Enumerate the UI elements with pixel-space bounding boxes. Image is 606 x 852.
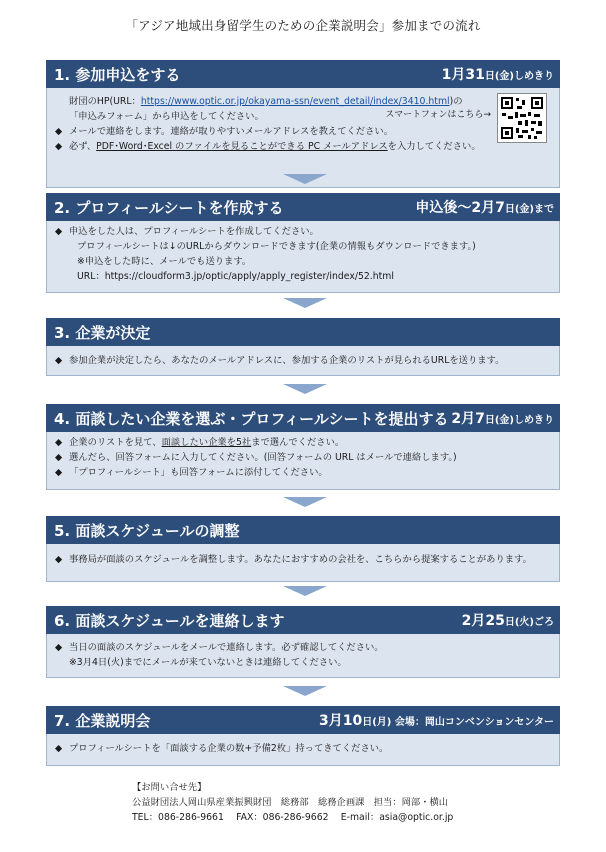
step-2 xyxy=(46,193,560,293)
step-1-line-3: ◆ メールで連絡をします。連絡が取りやすいメールアドレスを教えてください。 xyxy=(55,126,393,137)
step-7-body xyxy=(46,734,560,766)
document-title: 「アジア地域出身留学生のための企業説明会」参加までの流れ xyxy=(125,18,481,33)
step-6-title: 6. 面談スケジュールを連絡します xyxy=(54,611,285,630)
step-1-header xyxy=(46,60,560,88)
step-4-line-1: ◆ 企業のリストを見て、面談したい企業を5社まで選んでください。 xyxy=(55,437,345,448)
step-2-line-4: URL：https://cloudform3.jp/optic/apply/apply_register/index/52.html xyxy=(77,271,394,282)
bullet-icon: ◆ xyxy=(55,437,63,448)
flow-arrow-icon xyxy=(283,586,327,596)
step-7-title: 7. 企業説明会 xyxy=(54,711,151,730)
step-4-line-2: ◆ 選んだら、回答フォームに入力してください。(回答フォームの URL はメールで連絡します。) xyxy=(55,452,457,463)
step-6-body xyxy=(46,634,560,678)
step-2-body xyxy=(46,221,560,293)
step-6 xyxy=(46,606,560,678)
step-1-body xyxy=(46,88,560,188)
step-6-header xyxy=(46,606,560,634)
step-5-body xyxy=(46,544,560,582)
flow-arrow-icon xyxy=(283,384,327,394)
bullet-icon: ◆ xyxy=(55,355,63,366)
bullet-icon: ◆ xyxy=(55,743,63,754)
step-7-date-venue: 3月10 日(月) 会場：岡山コンベンションセンター xyxy=(318,713,554,729)
contact-tel-fax-email: TEL：086-286-9661 FAX：086-286-9662 E-mail：asia@optic.or.jp xyxy=(132,812,454,823)
bullet-icon: ◆ xyxy=(55,467,63,478)
step-1 xyxy=(46,60,560,188)
step-7 xyxy=(46,706,560,766)
step-2-deadline: 申込後～2月7 日(金)まで xyxy=(415,200,554,216)
bullet-icon: ◆ xyxy=(55,554,63,565)
step-1-line-2: 「申込みフォーム」から申込をしてください。 xyxy=(69,111,264,122)
step-2-header xyxy=(46,193,560,221)
flow-arrow-icon xyxy=(283,174,327,184)
step-6-line-2: ※3月4日(火)までにメールが来ていないときは連絡してください。 xyxy=(69,657,347,668)
step-7-line-1: ◆ プロフィールシートを「面談する企業の数+予備2枚」持ってきてください。 xyxy=(55,743,389,754)
bullet-icon: ◆ xyxy=(55,642,63,653)
bullet-icon: ◆ xyxy=(55,226,63,237)
step-1-line-4: ◆ 必ず、PDF･Word･Excel のファイルを見ることができる PC メールアドレスを入力してください。 xyxy=(55,141,481,152)
step-1-deadline: 1月31 日(金)しめきり xyxy=(441,67,554,83)
step-5-header xyxy=(46,516,560,544)
step-4-body xyxy=(46,432,560,490)
step-5 xyxy=(46,516,560,582)
step-7-header xyxy=(46,706,560,734)
step-4-title: 4. 面談したい企業を選ぶ・プロフィールシートを提出する xyxy=(54,409,449,428)
flow-arrow-icon xyxy=(283,686,327,696)
event-url-link[interactable]: https://www.optic.or.jp/okayama-ssn/event_detail/index/3410.html xyxy=(140,96,450,107)
contact-heading: 【お問い合せ先】 xyxy=(132,782,207,793)
contact-org: 公益財団法人岡山県産業振興財団 総務部 総務企画課 担当：岡部・横山 xyxy=(132,797,449,808)
bullet-icon: ◆ xyxy=(55,141,63,152)
qr-label: スマートフォンはこちら→ xyxy=(385,110,491,120)
bullet-icon: ◆ xyxy=(55,126,63,137)
step-3 xyxy=(46,318,560,376)
step-4 xyxy=(46,404,560,490)
bullet-icon: ◆ xyxy=(55,452,63,463)
step-2-line-3: ※申込をした時に、メールでも送ります。 xyxy=(77,256,252,267)
step-4-header xyxy=(46,404,560,432)
step-3-title: 3. 企業が決定 xyxy=(54,323,151,342)
step-2-line-1: ◆ 申込をした人は、プロフィールシートを作成してください。 xyxy=(55,226,319,237)
step-1-line-1: 財団のHP(URL：https://www.optic.or.jp/okayama-ssn/event_detail/index/3410.html)の xyxy=(69,96,463,107)
contact-info xyxy=(132,780,453,825)
step-5-line-1: ◆ 事務局が面談のスケジュールを調整します。あなたにおすすめの会社を、こちらから提案することがあります。 xyxy=(55,554,532,565)
step-6-deadline: 2月25 日(火)ごろ xyxy=(461,613,554,629)
qr-code-icon[interactable] xyxy=(497,93,547,143)
step-2-line-2: プロフィールシートは↓のURLからダウンロードできます(企業の情報もダウンロードできます。) xyxy=(77,241,476,252)
step-3-line-1: ◆ 参加企業が決定したら、あなたのメールアドレスに、参加する企業のリストが見られるURLを送ります。 xyxy=(55,355,505,366)
flow-arrow-icon xyxy=(283,298,327,308)
step-3-header xyxy=(46,318,560,346)
step-4-line-3: ◆ 「プロフィールシート」も回答フォームに添付してください。 xyxy=(55,467,328,478)
step-2-title: 2. プロフィールシートを作成する xyxy=(54,198,284,217)
step-5-title: 5. 面談スケジュールの調整 xyxy=(54,521,240,540)
flow-arrow-icon xyxy=(283,497,327,507)
step-3-body xyxy=(46,346,560,376)
step-4-deadline: 2月7 日(金)しめきり xyxy=(451,411,554,427)
step-1-title: 1. 参加申込をする xyxy=(54,65,181,84)
step-6-line-1: ◆ 当日の面談のスケジュールをメールで連絡します。必ず確認してください。 xyxy=(55,642,384,653)
